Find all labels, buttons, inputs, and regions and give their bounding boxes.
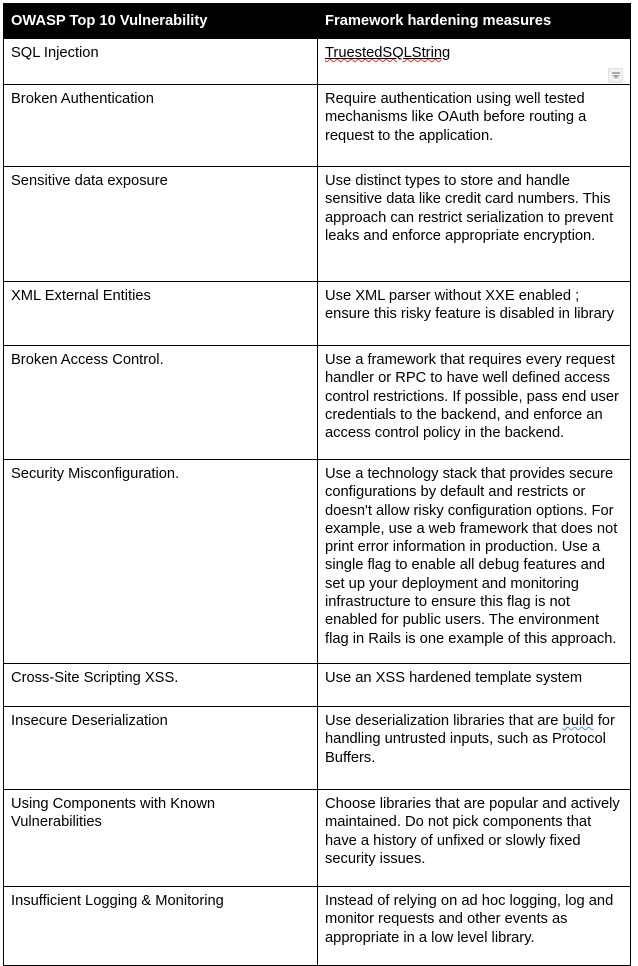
- measure-cell: [318, 346, 631, 460]
- measure-cell: [318, 282, 631, 346]
- funnel-down-icon: [612, 72, 620, 74]
- measure-text-before: Use deserialization libraries that are: [325, 713, 563, 729]
- measure-text: Use an XSS hardened template system: [325, 670, 583, 686]
- vulnerability-cell: [4, 790, 318, 887]
- measure-text: Use distinct types to store and handle sensitive data like credit card numbers. This approach can restrict serialization to prevent leaks and enforce appropriate encryption.: [325, 173, 614, 244]
- table-row: [4, 707, 631, 790]
- measure-text: Use a technology stack that provides secure configurations by default and restricts or doesn't allow risky configuration options. For example, use a web framework that does not print error information in production. Use a single flag to enable all debug features and set up your deployment and monitoring infrastructure to ensure this flag is not enabled for public users. The environment flag in Rails is one example of this approach.: [325, 466, 618, 647]
- vulnerability-cell: [4, 167, 318, 282]
- vulnerability-text: Cross-Site Scripting XSS.: [11, 670, 179, 686]
- vulnerability-text: Broken Authentication: [11, 91, 154, 107]
- vulnerability-cell: [4, 85, 318, 167]
- grammar-flagged-word: build: [562, 713, 594, 729]
- table-row: [4, 790, 631, 887]
- vulnerability-cell: [4, 39, 318, 85]
- vulnerability-text: Sensitive data exposure: [11, 173, 168, 189]
- table-row: [4, 460, 631, 664]
- vulnerability-text: Insufficient Logging & Monitoring: [11, 893, 224, 909]
- vulnerability-cell: [4, 664, 318, 707]
- table-row: [4, 39, 631, 85]
- table-header-row: [4, 4, 631, 39]
- table-row: [4, 167, 631, 282]
- vulnerability-text: Insecure Deserialization: [11, 713, 168, 729]
- measure-cell: [318, 790, 631, 887]
- measure-text: Use a framework that requires every request handler or RPC to have well defined access control restrictions. If possible, pass end user credentials to the backend, and enforce an access control policy in the backend.: [325, 352, 619, 442]
- measure-text: Choose libraries that are popular and actively maintained. Do not pick components that have a history of unfixed or slowly fixed security issues.: [325, 796, 620, 867]
- vulnerability-text: XML External Entities: [11, 288, 151, 304]
- vulnerability-cell: [4, 707, 318, 790]
- vulnerability-cell: [4, 282, 318, 346]
- owasp-hardening-table: [3, 3, 631, 966]
- measure-cell: [318, 664, 631, 707]
- table-row: [4, 85, 631, 167]
- header-cell-vulnerability: OWASP Top 10 Vulnerability: [4, 4, 318, 39]
- table-row: [4, 887, 631, 966]
- collapsed-control-button[interactable]: [608, 68, 623, 83]
- measure-text: Require authentication using well tested mechanisms like OAuth before routing a request to the application.: [325, 91, 587, 144]
- measure-text-after: for handling untrusted inputs, such as Protocol Buffers.: [325, 713, 615, 766]
- measure-cell: [318, 39, 631, 85]
- header-cell-measures: Framework hardening measures: [318, 4, 631, 39]
- vulnerability-text: SQL Injection: [11, 45, 99, 61]
- underlined-term: [325, 45, 450, 61]
- misspelled-term: TruestedSQLString: [325, 45, 451, 61]
- vulnerability-text: Broken Access Control.: [11, 352, 164, 368]
- vulnerability-text: Security Misconfiguration.: [11, 466, 180, 482]
- measure-cell: [318, 167, 631, 282]
- measure-cell: [318, 707, 631, 790]
- vulnerability-cell: [4, 346, 318, 460]
- table-row: [4, 282, 631, 346]
- measure-cell: [318, 85, 631, 167]
- measure-text: Use XML parser without XXE enabled ; ensure this risky feature is disabled in library: [325, 288, 614, 323]
- measure-cell: [318, 460, 631, 664]
- vulnerability-cell: [4, 887, 318, 966]
- vulnerability-cell: [4, 460, 318, 664]
- measure-text: Instead of relying on ad hoc logging, log and monitor requests and other events as appropriate in a low level library.: [325, 893, 614, 946]
- table-row: [4, 664, 631, 707]
- measure-cell: [318, 887, 631, 966]
- table-row: [4, 346, 631, 460]
- vulnerability-text: Using Components with Known Vulnerabilities: [11, 796, 216, 831]
